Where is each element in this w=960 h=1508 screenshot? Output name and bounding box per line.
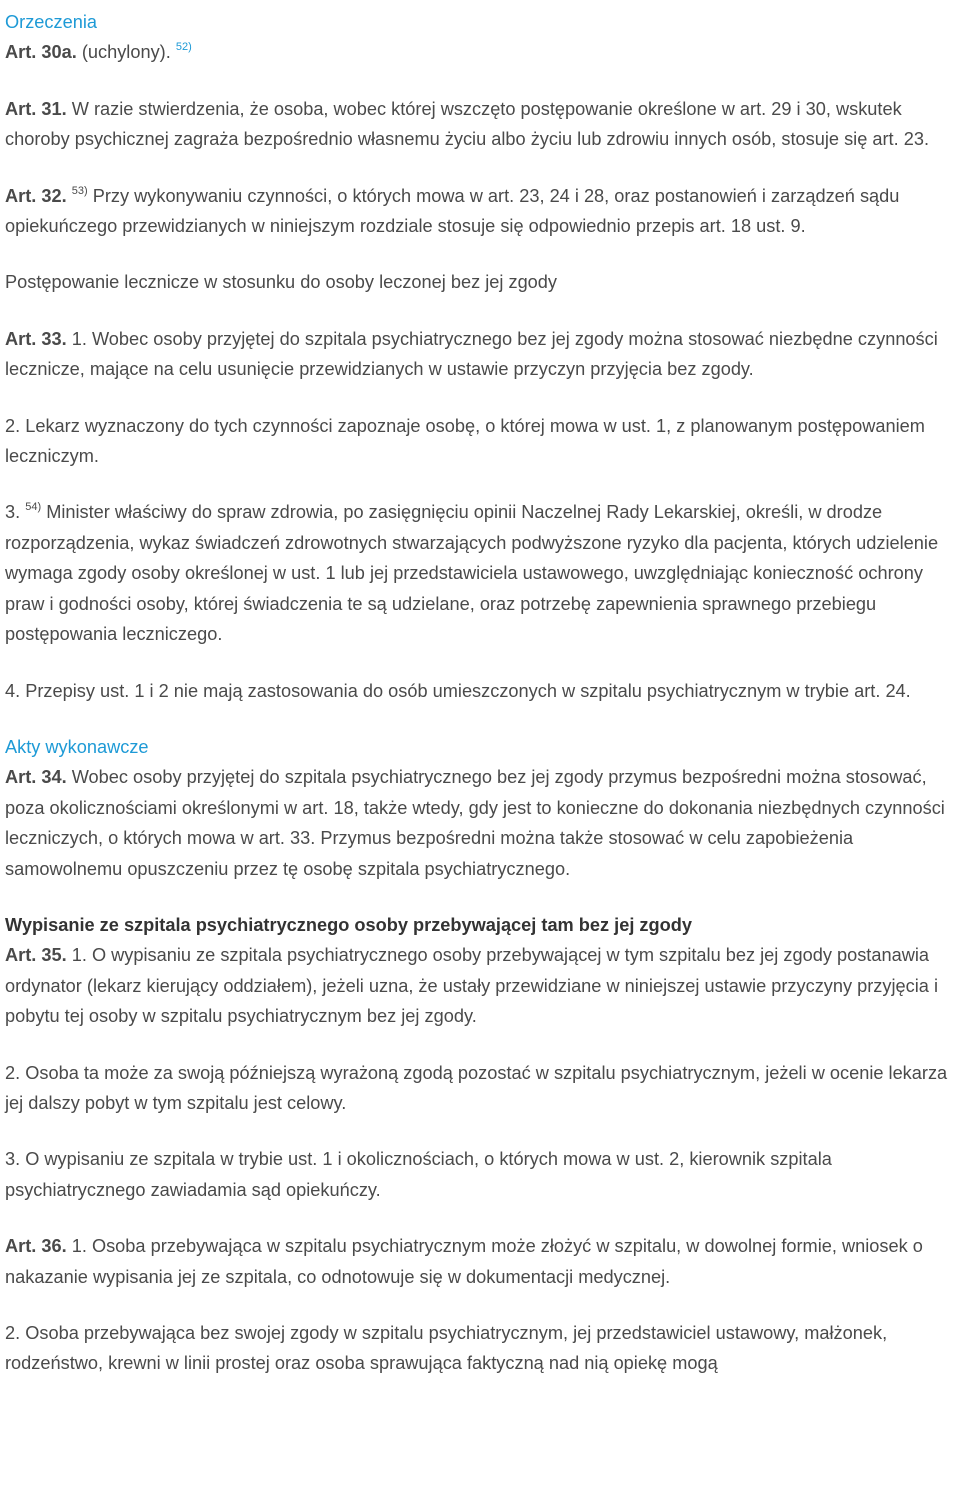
article-text: 1. Wobec osoby przyjętej do szpitala psychiatrycznego bez jej zgody można stosować niezbędne czynności lecznicze, mające na celu usunięcie przewidzianych w ustawie przyczyn przyjęcia bez zgody. xyxy=(5,328,938,380)
article-label: Art. 32. xyxy=(5,185,67,206)
orzeczenia-link[interactable]: Orzeczenia xyxy=(5,12,97,32)
paragraph-text: Minister właściwy do spraw zdrowia, po zasięgnięciu opinii Naczelnej Rady Lekarskiej, określi, w drodze rozporządzenia, wykaz świadczeń zdrowotnych stwarzających podwyższone ryzyko dla pacjenta, których udzielenie wymaga zgody osoby określonej w ust. 1 lub jej przedstawiciela ustawowego, uwzględniając konieczność ochrony praw i godności osoby, której świadczenia te są udzielane, oraz potrzebę zapewnienia sprawnego przebiegu postępowania leczniczego. xyxy=(5,502,939,645)
footnote-marker: 53) xyxy=(71,184,88,197)
footnote-marker: 54) xyxy=(25,501,42,514)
article-label: Art. 36. xyxy=(5,1236,67,1257)
article-text: 1. O wypisaniu ze szpitala psychiatrycznego osoby przebywającej w tym szpitalu bez jej zgody postanawia ordynator (lekarz kierujący oddziałem), jeżeli uzna, że ustały przewidziane w niniejszej ustawie przyczyny przyjęcia i pobytu tej osoby w szpitalu psychiatrycznym bez jej zgody. xyxy=(5,945,938,1027)
art-31 xyxy=(5,94,955,155)
akty-wykonawcze-link[interactable]: Akty wykonawcze xyxy=(5,736,149,757)
art-36-p2: 2. Osoba przebywająca bez swojej zgody w szpitalu psychiatrycznym, jej przedstawiciel ustawowy, małżonek, rodzeństwo, krewni w linii prostej oraz osoba sprawująca faktyczną nad nią opiekę mogą xyxy=(5,1323,888,1374)
art-33-p1 xyxy=(5,324,955,385)
art-33-p3 xyxy=(5,497,955,649)
art-35-p3: 3. O wypisaniu ze szpitala w trybie ust. 1 i okolicznościach, o których mowa w ust. 2, kierownik szpitala psychiatrycznego zawiadamia sąd opiekuńczy. xyxy=(5,1149,832,1200)
article-label: Art. 33. xyxy=(5,328,67,349)
art-33-p4: 4. Przepisy ust. 1 i 2 nie mają zastosowania do osób umieszczonych w szpitalu psychiatrycznym w trybie art. 24. xyxy=(5,680,911,701)
article-text: (uchylony). xyxy=(76,42,176,63)
art-33-p2: 2. Lekarz wyznaczony do tych czynności zapoznaje osobę, o której mowa w ust. 1, z planowanym postępowaniem leczniczym. xyxy=(5,415,925,467)
article-label: Art. 30a. xyxy=(5,42,77,63)
section-title-discharge: Wypisanie ze szpitala psychiatrycznego osoby przebywającej tam bez jej zgody xyxy=(5,914,692,935)
article-label: Art. 34. xyxy=(5,767,67,788)
art-32 xyxy=(5,181,955,242)
art-35-p2: 2. Osoba ta może za swoją późniejszą wyrażoną zgodą pozostać w szpitalu psychiatrycznym, jeżeli w ocenie lekarza jej dalszy pobyt w tym szpitalu jest celowy. xyxy=(5,1062,948,1113)
article-text: 1. Osoba przebywająca w szpitalu psychiatrycznym może złożyć w szpitalu, w dowolnej formie, wniosek o nakazanie wypisania jej ze szpitala, co odnotowuje się w dokumentacji medycznej. xyxy=(5,1236,923,1287)
paragraph-number: 3. xyxy=(5,502,26,523)
art-30a xyxy=(5,37,955,67)
art-35-p1 xyxy=(5,940,955,1031)
article-text: Przy wykonywaniu czynności, o których mowa w art. 23, 24 i 28, oraz postanowień i zarządzeń sądu opiekuńczego przewidzianych w niniejszym rozdziale stosuje się odpowiednio przepis art. 18 ust. 9. xyxy=(5,185,900,237)
art-36-p1 xyxy=(5,1231,955,1292)
art-34 xyxy=(5,762,955,884)
article-label: Art. 31. xyxy=(5,98,67,119)
article-text: Wobec osoby przyjętej do szpitala psychiatrycznego bez jej zgody przymus bezpośredni można stosować, poza okolicznościami określonymi w art. 18, także wtedy, gdy jest to konieczne do dokonania niezbędnych czynności leczniczych, o których mowa w art. 33. Przymus bezpośredni można także stosować w celu zapobieżenia samowolnemu opuszczeniu przez tę osobę szpitala psychiatrycznego. xyxy=(5,767,945,879)
article-label: Art. 35. xyxy=(5,945,67,966)
article-text: W razie stwierdzenia, że osoba, wobec której wszczęto postępowanie określone w art. 29 i 30, wskutek choroby psychicznej zagraża bezpośrednio własnemu życiu albo życiu lub zdrowiu innych osób, stosuje się art. 23. xyxy=(5,98,930,150)
section-title-treatment: Postępowanie lecznicze w stosunku do osoby leczonej bez jej zgody xyxy=(5,272,558,293)
footnote-link[interactable]: 52) xyxy=(175,41,192,54)
